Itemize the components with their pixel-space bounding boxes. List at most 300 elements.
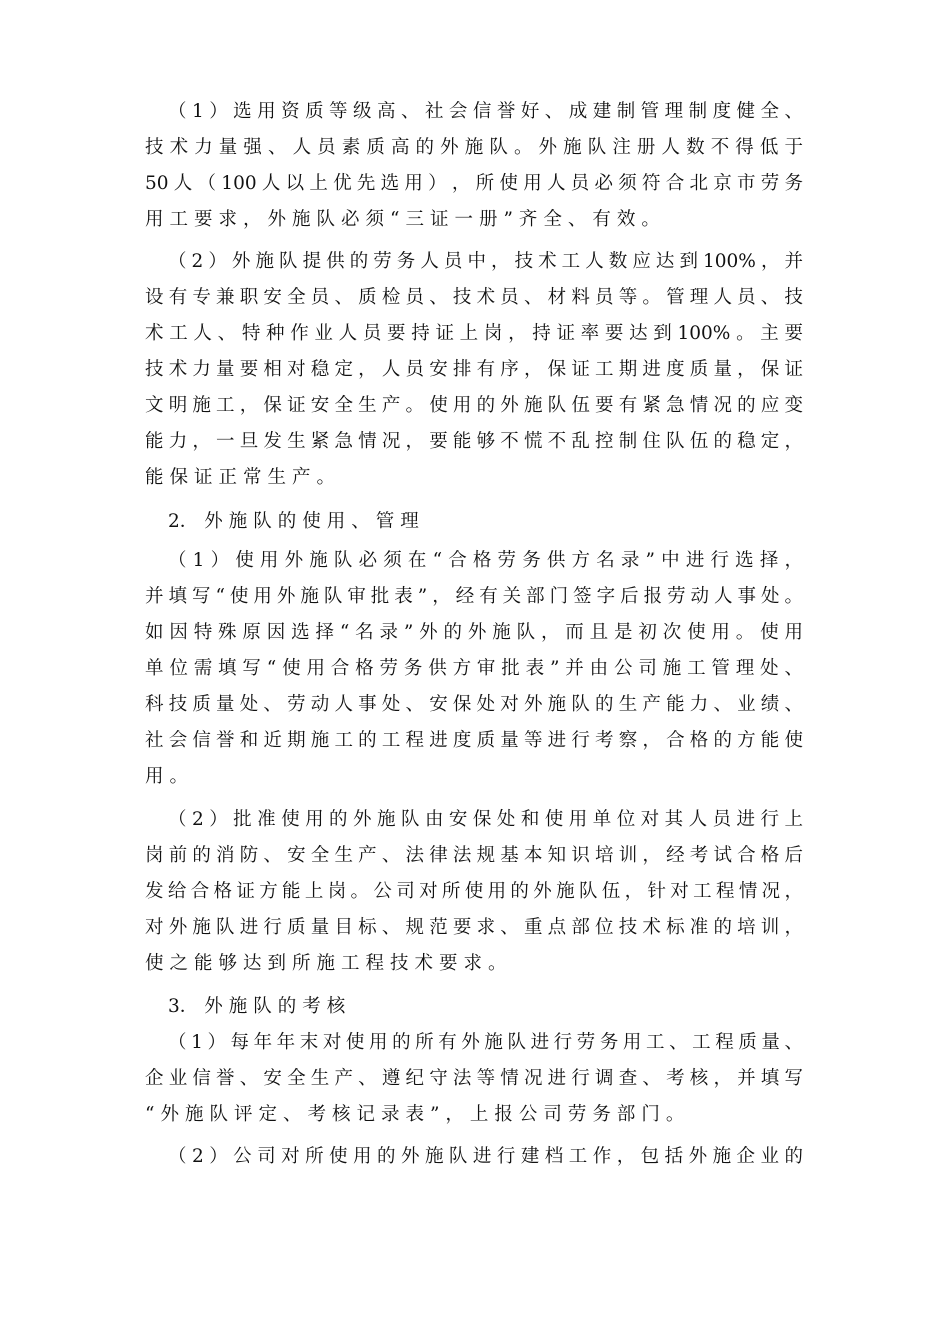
glyph: “: [339, 622, 350, 643]
glyph: 、: [282, 1104, 302, 1125]
glyph: 术: [145, 323, 164, 344]
glyph: 全: [543, 209, 562, 230]
glyph: 率: [580, 323, 600, 344]
glyph: 施: [464, 137, 484, 158]
glyph: 稳: [737, 431, 756, 452]
glyph: 处: [496, 809, 516, 830]
glyph: 等: [523, 730, 543, 751]
glyph: 有: [168, 287, 188, 308]
glyph: ”: [645, 550, 656, 571]
glyph: 不: [500, 431, 519, 452]
glyph: 资: [281, 101, 300, 122]
glyph: 名: [596, 550, 615, 571]
glyph: 有: [479, 586, 498, 607]
glyph: 的: [737, 395, 756, 416]
glyph: ”: [549, 658, 560, 679]
glyph: 重: [523, 917, 543, 938]
glyph: 和: [520, 809, 540, 830]
glyph: 队: [209, 1104, 228, 1125]
glyph: 规: [476, 845, 496, 866]
glyph: 部: [571, 917, 590, 938]
glyph: 的: [713, 917, 732, 938]
glyph: 培: [737, 917, 756, 938]
glyph: 人: [334, 694, 353, 715]
glyph: 安: [448, 809, 468, 830]
glyph: 给: [167, 881, 187, 902]
glyph: 人: [381, 359, 401, 380]
glyph: 队: [489, 137, 508, 158]
glyph: 填: [218, 658, 237, 679]
glyph: 。: [488, 953, 507, 974]
glyph: 50: [145, 173, 169, 194]
glyph: 、: [500, 917, 519, 938]
glyph: 质: [287, 917, 306, 938]
glyph: 力: [689, 694, 709, 715]
glyph: ，: [784, 881, 804, 902]
glyph: 期: [618, 359, 638, 380]
glyph: 业: [760, 1146, 780, 1167]
glyph: 工: [595, 359, 614, 380]
glyph: 业: [168, 1068, 188, 1089]
glyph: ，: [451, 173, 471, 194]
glyph: 消: [216, 845, 235, 866]
glyph: 施: [662, 658, 682, 679]
glyph: 施: [184, 1104, 204, 1125]
glyph: 法: [452, 1068, 472, 1089]
glyph: 册: [478, 209, 498, 230]
glyph: 务: [599, 1032, 619, 1053]
glyph: 和: [239, 730, 259, 751]
glyph: 技: [784, 287, 804, 308]
glyph: 的: [192, 845, 211, 866]
glyph: 范: [429, 917, 448, 938]
glyph: 特: [193, 622, 213, 643]
glyph: 部: [526, 586, 545, 607]
glyph: 施: [556, 881, 575, 902]
glyph: 队: [279, 251, 298, 272]
glyph: 行: [710, 550, 730, 571]
glyph: 劳: [576, 1032, 596, 1053]
glyph: 中: [661, 550, 680, 571]
glyph: 技: [618, 917, 638, 938]
glyph: 北: [689, 173, 708, 194]
glyph: 年: [276, 1032, 296, 1053]
glyph: 度: [452, 730, 472, 751]
glyph: 公: [233, 1146, 252, 1167]
glyph: 核: [331, 1104, 351, 1125]
glyph: 并: [737, 1068, 756, 1089]
glyph: 公: [614, 658, 633, 679]
glyph: 建: [520, 1146, 540, 1167]
glyph: 写: [191, 586, 211, 607]
glyph: 市: [736, 173, 756, 194]
glyph: 批: [501, 658, 520, 679]
glyph: ，: [523, 359, 543, 380]
glyph: 2: [191, 251, 204, 272]
text-line: [0, 874, 950, 910]
glyph: 队: [333, 550, 353, 571]
glyph: 队: [316, 209, 336, 230]
glyph: 外: [353, 809, 372, 830]
glyph: 有: [476, 359, 496, 380]
glyph: 识: [571, 845, 590, 866]
glyph: 标: [358, 917, 377, 938]
glyph: 数: [686, 137, 705, 158]
glyph: 以: [285, 173, 305, 194]
text-line: [0, 1097, 950, 1133]
glyph: 应: [632, 251, 651, 272]
glyph: 的: [329, 809, 348, 830]
glyph: 100%: [703, 251, 756, 272]
glyph: 技: [168, 694, 188, 715]
glyph: 外: [440, 137, 459, 158]
glyph: “: [215, 586, 225, 607]
glyph: 质: [689, 359, 709, 380]
glyph: 高: [377, 101, 396, 122]
glyph: 须: [383, 550, 402, 571]
glyph: 字: [596, 586, 616, 607]
glyph: 用: [487, 881, 507, 902]
glyph: 证: [236, 881, 255, 902]
glyph: 劳: [667, 586, 686, 607]
glyph: 、: [713, 694, 732, 715]
glyph: ，: [642, 845, 661, 866]
glyph: 用: [253, 586, 272, 607]
glyph: 、: [217, 323, 237, 344]
glyph: 排: [452, 359, 472, 380]
glyph: 规: [405, 917, 425, 938]
glyph: 试: [713, 845, 732, 866]
glyph: 经: [455, 586, 475, 607]
glyph: （: [168, 809, 187, 830]
glyph: ，: [642, 730, 661, 751]
glyph: 施: [300, 586, 319, 607]
glyph: 事: [358, 694, 377, 715]
glyph: 方: [737, 730, 756, 751]
glyph: 每: [230, 1032, 250, 1053]
text-line: [0, 94, 950, 130]
glyph: 司: [257, 1146, 276, 1167]
glyph: 的: [595, 694, 614, 715]
glyph: 对: [145, 917, 164, 938]
glyph: 健: [736, 101, 756, 122]
glyph: 施: [484, 1032, 503, 1053]
glyph: 格: [355, 658, 374, 679]
glyph: 产: [381, 395, 401, 416]
glyph: 队: [666, 431, 685, 452]
glyph: 产: [358, 845, 377, 866]
glyph: 相: [263, 359, 282, 380]
glyph: 、: [760, 287, 780, 308]
glyph: 控: [595, 431, 614, 452]
glyph: 。: [169, 766, 189, 787]
glyph: 外: [204, 996, 223, 1017]
glyph: 定: [334, 359, 353, 380]
glyph: 法: [452, 845, 472, 866]
glyph: 能: [760, 730, 780, 751]
glyph: 理: [400, 511, 419, 532]
glyph: 施: [424, 1146, 444, 1167]
text-line: [0, 615, 950, 651]
glyph: 察: [618, 730, 638, 751]
glyph: 低: [759, 137, 779, 158]
glyph: 后: [620, 586, 639, 607]
glyph: 用: [145, 209, 164, 230]
glyph: 工: [341, 953, 360, 974]
glyph: 外: [160, 1104, 179, 1125]
glyph: ，: [624, 881, 644, 902]
glyph: 、: [351, 511, 370, 532]
glyph: 证: [571, 359, 590, 380]
glyph: ，: [737, 359, 756, 380]
glyph: 司: [396, 881, 415, 902]
glyph: 外: [523, 694, 543, 715]
glyph: 使: [499, 173, 518, 194]
text-line: [0, 989, 950, 1025]
glyph: 是: [614, 622, 633, 643]
glyph: 外: [204, 511, 223, 532]
glyph: 行: [571, 1068, 590, 1089]
glyph: 格: [213, 881, 233, 902]
glyph: 合: [666, 730, 685, 751]
glyph: 、: [405, 694, 425, 715]
glyph: 不: [547, 431, 567, 452]
glyph: 训: [618, 845, 638, 866]
glyph: 主: [760, 323, 779, 344]
glyph: 队: [516, 622, 536, 643]
glyph: 准: [689, 917, 709, 938]
glyph: 写: [242, 658, 261, 679]
glyph: 劳: [497, 550, 517, 571]
glyph: 术: [414, 953, 434, 974]
glyph: 调: [595, 1068, 614, 1089]
glyph: 使: [282, 658, 301, 679]
glyph: 制: [616, 101, 636, 122]
glyph: 劳: [760, 173, 780, 194]
glyph: 全: [310, 845, 330, 866]
glyph: 2: [191, 809, 204, 830]
glyph: 企: [736, 1146, 756, 1167]
glyph: 全: [287, 287, 306, 308]
glyph: 司: [638, 658, 657, 679]
glyph: 录: [379, 622, 399, 643]
glyph: 急: [666, 395, 685, 416]
glyph: 求: [463, 953, 483, 974]
glyph: 需: [193, 658, 213, 679]
glyph: 门: [549, 586, 569, 607]
glyph: 表: [405, 1104, 424, 1125]
glyph: 务: [522, 550, 541, 571]
glyph: 伍: [601, 881, 621, 902]
glyph: 对: [287, 359, 306, 380]
glyph: 种: [266, 323, 285, 344]
glyph: 的: [377, 1146, 396, 1167]
glyph: 处: [760, 658, 779, 679]
glyph: 法: [405, 845, 425, 866]
glyph: 由: [589, 658, 609, 679]
glyph: 工: [692, 1032, 711, 1053]
glyph: 使: [345, 1032, 365, 1053]
glyph: 证: [429, 209, 449, 230]
glyph: 施: [255, 251, 274, 272]
glyph: 务: [592, 1104, 611, 1125]
glyph: ，: [784, 550, 804, 571]
glyph: 够: [476, 431, 496, 452]
glyph: 乱: [571, 431, 590, 452]
glyph: 况: [523, 1068, 543, 1089]
glyph: 发: [145, 881, 164, 902]
text-line: [0, 166, 950, 202]
glyph: 技: [390, 953, 409, 974]
glyph: 要: [429, 431, 448, 452]
glyph: 选: [291, 622, 310, 643]
glyph: 、: [239, 1068, 259, 1089]
glyph: 考: [595, 730, 614, 751]
glyph: 持: [411, 323, 430, 344]
glyph: 部: [616, 1104, 636, 1125]
glyph: 数: [608, 251, 628, 272]
glyph: 社: [145, 730, 164, 751]
glyph: 名: [355, 622, 374, 643]
glyph: 外: [500, 395, 519, 416]
glyph: 能: [145, 467, 164, 488]
glyph: 得: [735, 137, 754, 158]
glyph: 次: [662, 622, 682, 643]
glyph: 队: [323, 586, 343, 607]
glyph: 程: [715, 881, 735, 902]
glyph: 而: [565, 622, 584, 643]
glyph: 、: [358, 1068, 377, 1089]
glyph: 所: [441, 881, 461, 902]
glyph: 行: [263, 917, 282, 938]
glyph: 人: [173, 173, 193, 194]
glyph: 高: [390, 137, 410, 158]
glyph: 情: [500, 1068, 519, 1089]
glyph: 劳: [567, 1104, 587, 1125]
glyph: 保: [169, 467, 189, 488]
glyph: 供: [428, 658, 447, 679]
glyph: 材: [547, 287, 567, 308]
glyph: 的: [277, 511, 297, 532]
text-line: [0, 1139, 950, 1175]
glyph: 格: [472, 550, 492, 571]
glyph: 员: [405, 287, 425, 308]
glyph: 上: [459, 323, 479, 344]
glyph: “: [432, 550, 443, 571]
glyph: 外: [168, 917, 188, 938]
glyph: 要: [194, 209, 213, 230]
glyph: 择: [759, 550, 779, 571]
glyph: 生: [358, 395, 377, 416]
glyph: 质: [476, 730, 496, 751]
glyph: 发: [263, 431, 282, 452]
glyph: 能: [666, 694, 685, 715]
glyph: 合: [448, 550, 467, 571]
glyph: 变: [784, 395, 804, 416]
glyph: 生: [618, 694, 638, 715]
glyph: 员: [317, 137, 336, 158]
glyph: 行: [553, 1032, 573, 1053]
glyph: 生: [310, 1068, 330, 1089]
glyph: 等: [618, 287, 638, 308]
glyph: 司: [543, 1104, 562, 1125]
glyph: 对: [281, 1146, 300, 1167]
glyph: 员: [570, 173, 590, 194]
glyph: 管: [640, 101, 660, 122]
glyph: 所: [475, 173, 495, 194]
glyph: 其: [664, 809, 684, 830]
glyph: 术: [538, 251, 557, 272]
text-line: [0, 424, 950, 460]
glyph: 录: [380, 1104, 400, 1125]
glyph: 工: [687, 658, 706, 679]
glyph: 使: [687, 622, 706, 643]
glyph: 队: [400, 809, 420, 830]
text-line: [0, 130, 950, 166]
glyph: 度: [666, 359, 685, 380]
glyph: ，: [784, 917, 804, 938]
glyph: 证: [435, 323, 454, 344]
glyph: ，: [784, 431, 804, 452]
glyph: 外: [400, 1146, 420, 1167]
glyph: 理: [689, 287, 709, 308]
glyph: ）: [428, 173, 447, 194]
glyph: 、: [334, 287, 353, 308]
glyph: 安: [310, 395, 330, 416]
glyph: 进: [472, 1146, 492, 1167]
glyph: 能: [452, 431, 472, 452]
glyph: 工: [216, 395, 235, 416]
glyph: 3．: [168, 996, 199, 1017]
glyph: 外: [284, 550, 304, 571]
glyph: 设: [145, 287, 164, 308]
glyph: 保: [263, 395, 282, 416]
glyph: 工: [646, 1032, 665, 1053]
glyph: 上: [469, 1104, 489, 1125]
glyph: 对: [322, 1032, 342, 1053]
glyph: 好: [520, 101, 540, 122]
glyph: 用: [452, 395, 472, 416]
glyph: 量: [216, 359, 235, 380]
glyph: 、: [429, 287, 448, 308]
glyph: 期: [287, 730, 306, 751]
glyph: 律: [429, 845, 448, 866]
glyph: 必: [341, 209, 360, 230]
glyph: 队: [507, 1032, 527, 1053]
glyph: 用: [259, 550, 279, 571]
glyph: 施: [316, 953, 336, 974]
text-line: [0, 388, 950, 424]
glyph: 队: [253, 511, 272, 532]
glyph: 用: [622, 1032, 642, 1053]
glyph: “: [390, 209, 400, 230]
glyph: 签: [573, 586, 592, 607]
glyph: 施: [310, 730, 330, 751]
glyph: 2: [191, 1146, 204, 1167]
glyph: 理: [735, 658, 755, 679]
glyph: 队: [547, 395, 567, 416]
text-line: [0, 202, 950, 238]
glyph: 单: [145, 658, 164, 679]
glyph: 审: [476, 658, 496, 679]
glyph: 查: [618, 1068, 638, 1089]
glyph: 使: [464, 881, 484, 902]
glyph: 施: [292, 209, 311, 230]
glyph: 全: [287, 1068, 306, 1089]
glyph: ，: [713, 1068, 732, 1089]
glyph: 成: [568, 101, 588, 122]
glyph: 员: [595, 287, 614, 308]
